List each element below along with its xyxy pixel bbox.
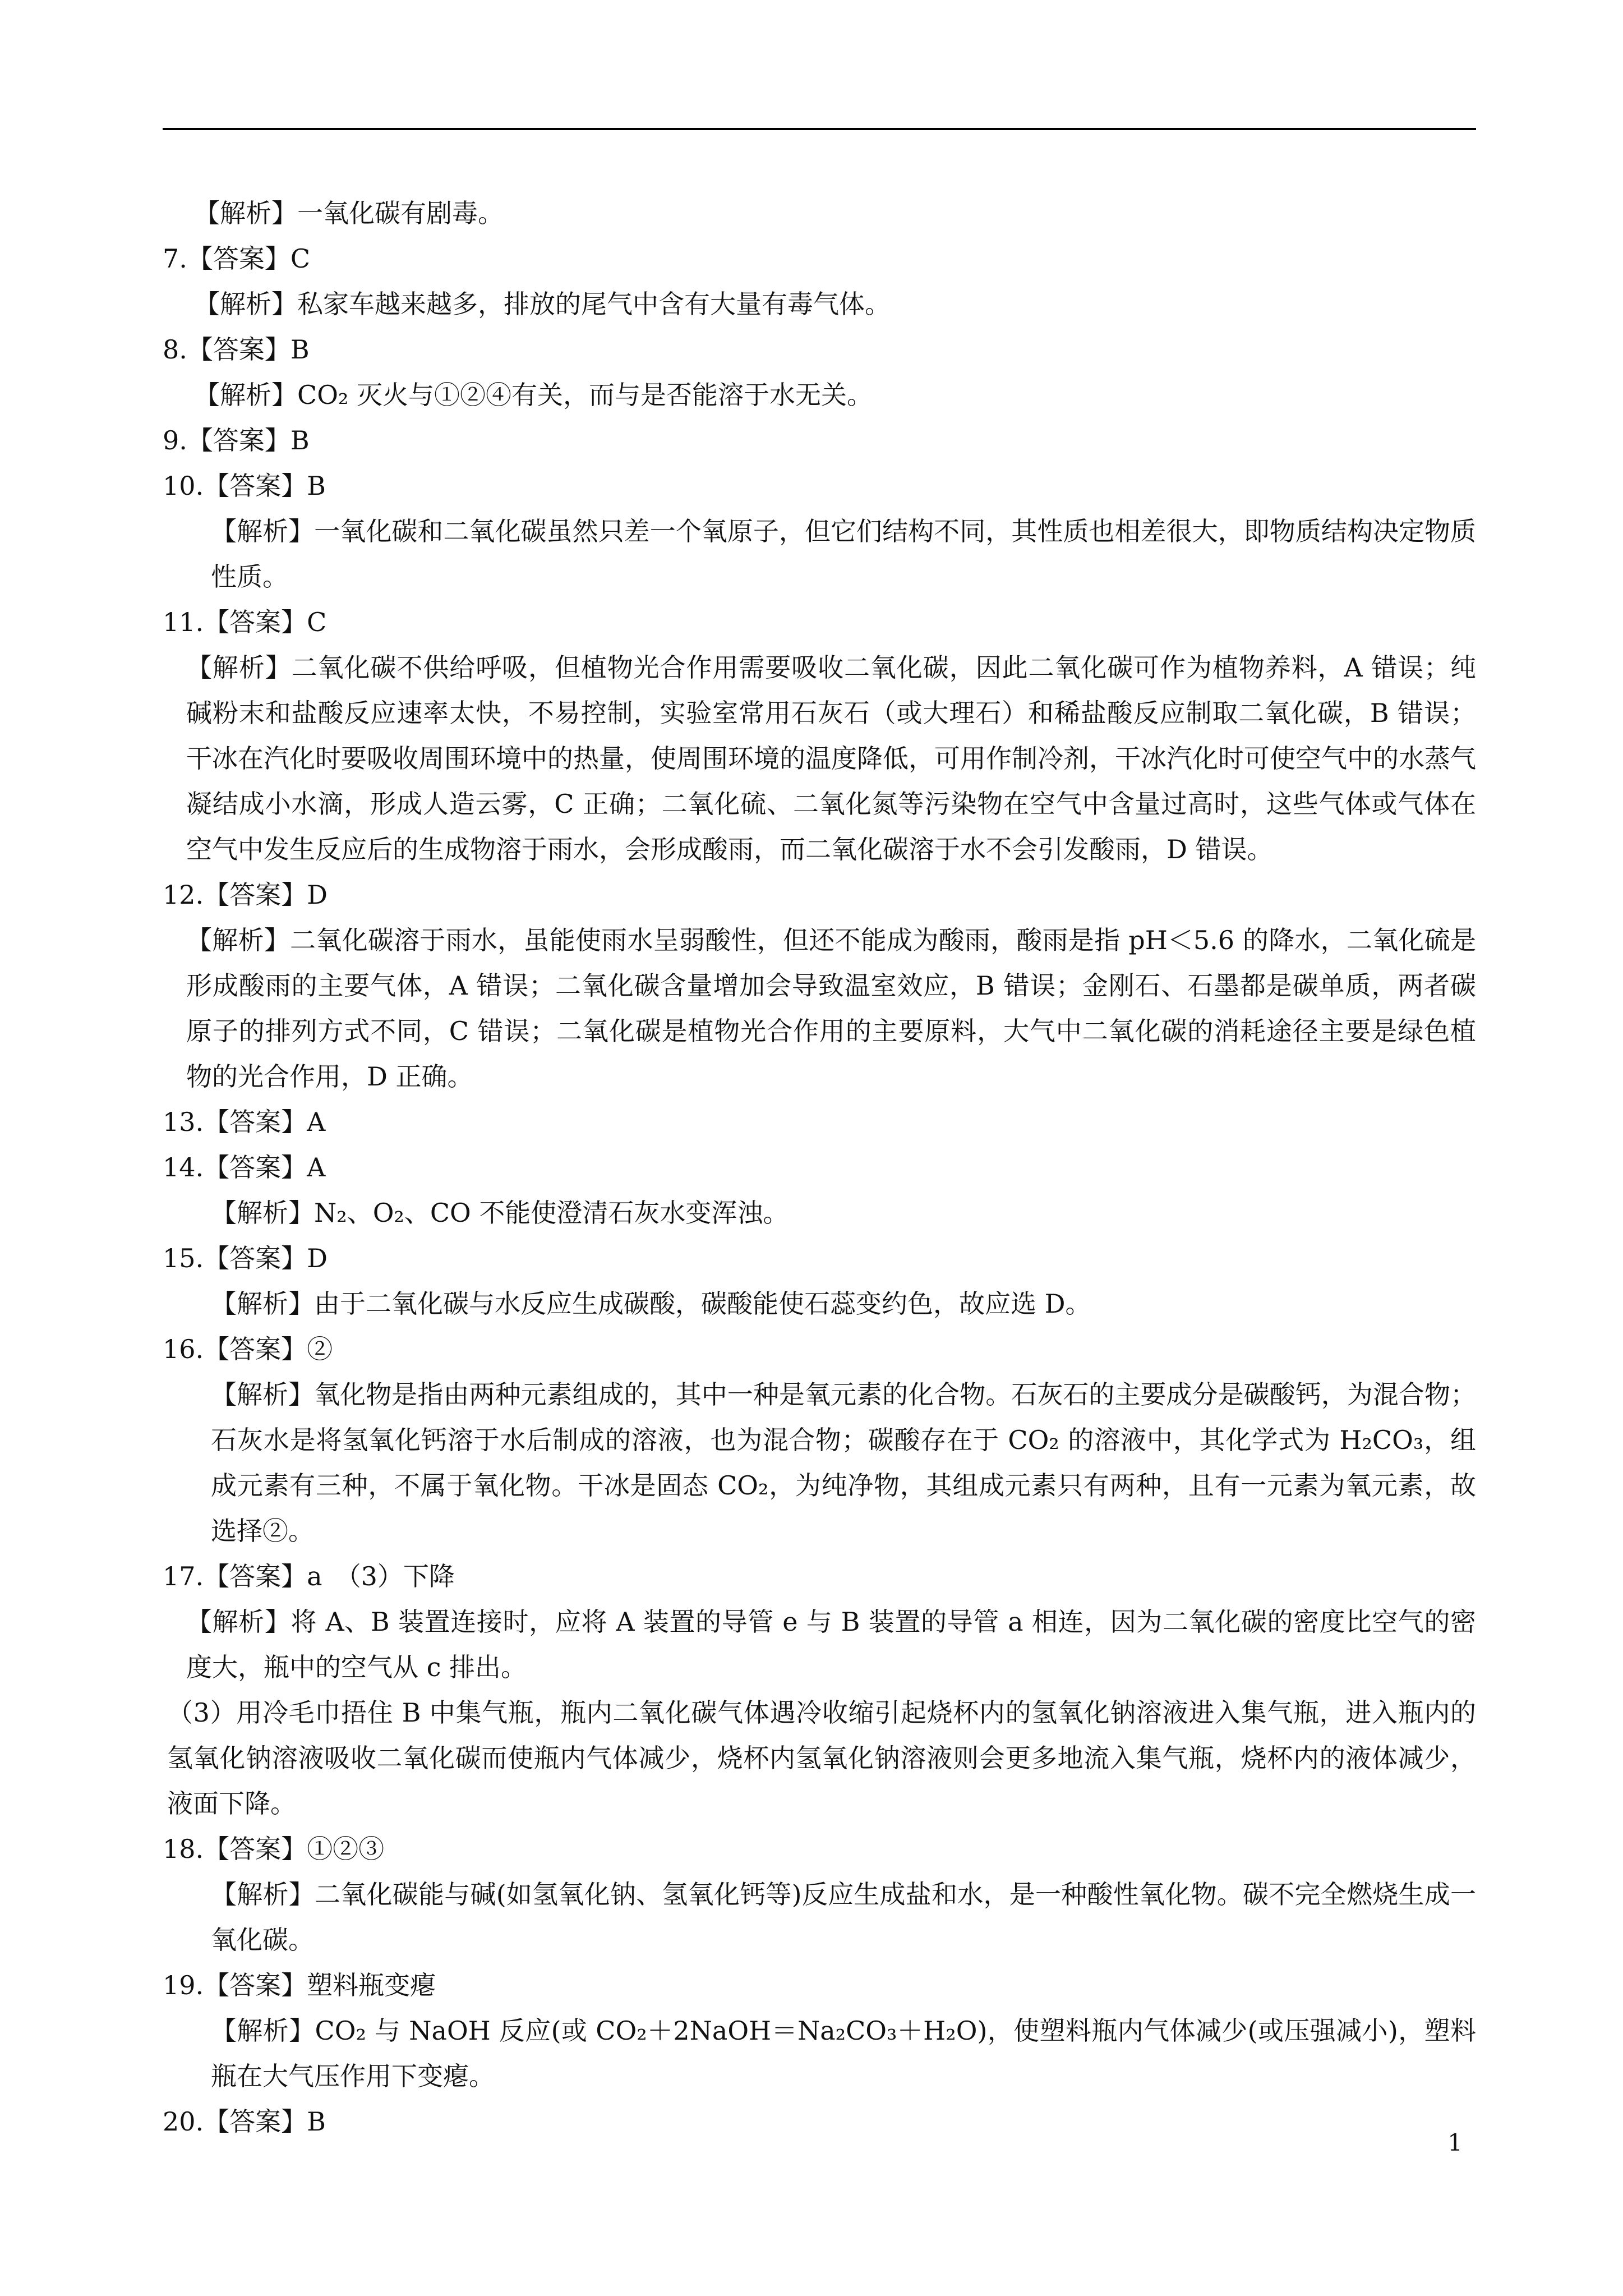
answer-q17: 17.【答案】a （3）下降 bbox=[163, 1561, 455, 1591]
answer-q10: 10.【答案】B bbox=[163, 471, 326, 501]
analysis-q17: 【解析】将 A、B 装置连接时，应将 A 装置的导管 e 与 B 装置的导管 a 相连，因为二氧化碳的密度比空气的密度大，瓶中的空气从 c 排出。 bbox=[186, 1607, 1476, 1682]
analysis-q10: 【解析】一氧化碳和二氧化碳虽然只差一个氧原子，但它们结构不同，其性质也相差很大，即物质结构决定物质性质。 bbox=[211, 516, 1476, 592]
answer-q15: 15.【答案】D bbox=[163, 1243, 328, 1273]
analysis-q17-part3: （3）用冷毛巾捂住 B 中集气瓶，瓶内二氧化碳气体遇冷收缩引起烧杯内的氢氧化钠溶液进入集气瓶，进入瓶内的氢氧化钠溶液吸收二氧化碳而使瓶内气体减少，烧杯内氢氧化钠溶液则会更多地流入集气瓶，烧杯内的液体减少，液面下降。 bbox=[167, 1697, 1476, 1819]
analysis-q18: 【解析】二氧化碳能与碱(如氢氧化钠、氢氧化钙等)反应生成盐和水，是一种酸性氧化物。碳不完全燃烧生成一氧化碳。 bbox=[211, 1879, 1476, 1955]
analysis-q14: 【解析】N₂、O₂、CO 不能使澄清石灰水变浑浊。 bbox=[211, 1198, 789, 1228]
answer-q18: 18.【答案】①②③ bbox=[163, 1834, 385, 1864]
header-rule bbox=[163, 128, 1476, 130]
answer-q16: 16.【答案】② bbox=[163, 1334, 333, 1364]
analysis-q8: 【解析】CO₂ 灭火与①②④有关，而与是否能溶于水无关。 bbox=[194, 380, 873, 410]
analysis-q11: 【解析】二氧化碳不供给呼吸，但植物光合作用需要吸收二氧化碳，因此二氧化碳可作为植物养料，A 错误；纯碱粉末和盐酸反应速率太快，不易控制，实验室常用石灰石（或大理石）和稀盐酸反应制取二氧化碳，B 错误；干冰在汽化时要吸收周围环境中的热量，使周围环境的温度降低，可用作制冷剂，干冰汽化时可使空气中的水蒸气凝结成小水滴，形成人造云雾，C 正确；二氧化硫、二氧化氮等污染物在空气中含量过高时，这些气体或气体在空气中发生反应后的生成物溶于雨水，会形成酸雨，而二氧化碳溶于水不会引发酸雨，D 错误。 bbox=[186, 652, 1476, 864]
answer-q13: 13.【答案】A bbox=[163, 1107, 326, 1137]
answer-key-content bbox=[163, 191, 1476, 2145]
answer-q14: 14.【答案】A bbox=[163, 1152, 326, 1182]
page-number: 1 bbox=[1447, 2129, 1463, 2156]
analysis-q12: 【解析】二氧化碳溶于雨水，虽能使雨水呈弱酸性，但还不能成为酸雨，酸雨是指 pH＜5.6 的降水，二氧化硫是形成酸雨的主要气体，A 错误；二氧化碳含量增加会导致温室效应，B 错误；金刚石、石墨都是碳单质，两者碳原子的排列方式不同，C 错误；二氧化碳是植物光合作用的主要原料，大气中二氧化碳的消耗途径主要是绿色植物的光合作用，D 正确。 bbox=[186, 925, 1476, 1092]
analysis-q16: 【解析】氧化物是指由两种元素组成的，其中一种是氧元素的化合物。石灰石的主要成分是碳酸钙，为混合物；石灰水是将氢氧化钙溶于水后制成的溶液，也为混合物；碳酸存在于 CO₂ 的溶液中，其化学式为 H₂CO₃，组成元素有三种，不属于氧化物。干冰是固态 CO₂，为纯净物，其组成元素只有两种，且有一元素为氧元素，故选择②。 bbox=[211, 1379, 1476, 1546]
analysis-q19: 【解析】CO₂ 与 NaOH 反应(或 CO₂＋2NaOH＝Na₂CO₃＋H₂O)，使塑料瓶内气体减少(或压强减小)，塑料瓶在大气压作用下变瘪。 bbox=[211, 2016, 1476, 2091]
answer-q19: 19.【答案】塑料瓶变瘪 bbox=[163, 1970, 436, 2000]
answer-q20: 20.【答案】B bbox=[163, 2106, 326, 2137]
answer-q11: 11.【答案】C bbox=[163, 607, 327, 637]
analysis-q7: 【解析】私家车越来越多，排放的尾气中含有大量有毒气体。 bbox=[194, 289, 891, 319]
answer-q8: 8.【答案】B bbox=[163, 334, 310, 365]
analysis-q15: 【解析】由于二氧化碳与水反应生成碳酸，碳酸能使石蕊变约色，故应选 D。 bbox=[211, 1289, 1091, 1319]
answer-q9: 9.【答案】B bbox=[163, 425, 310, 455]
analysis-q6: 【解析】一氧化碳有剧毒。 bbox=[194, 198, 504, 228]
answer-q7: 7.【答案】C bbox=[163, 243, 311, 274]
answer-q12: 12.【答案】D bbox=[163, 880, 328, 910]
